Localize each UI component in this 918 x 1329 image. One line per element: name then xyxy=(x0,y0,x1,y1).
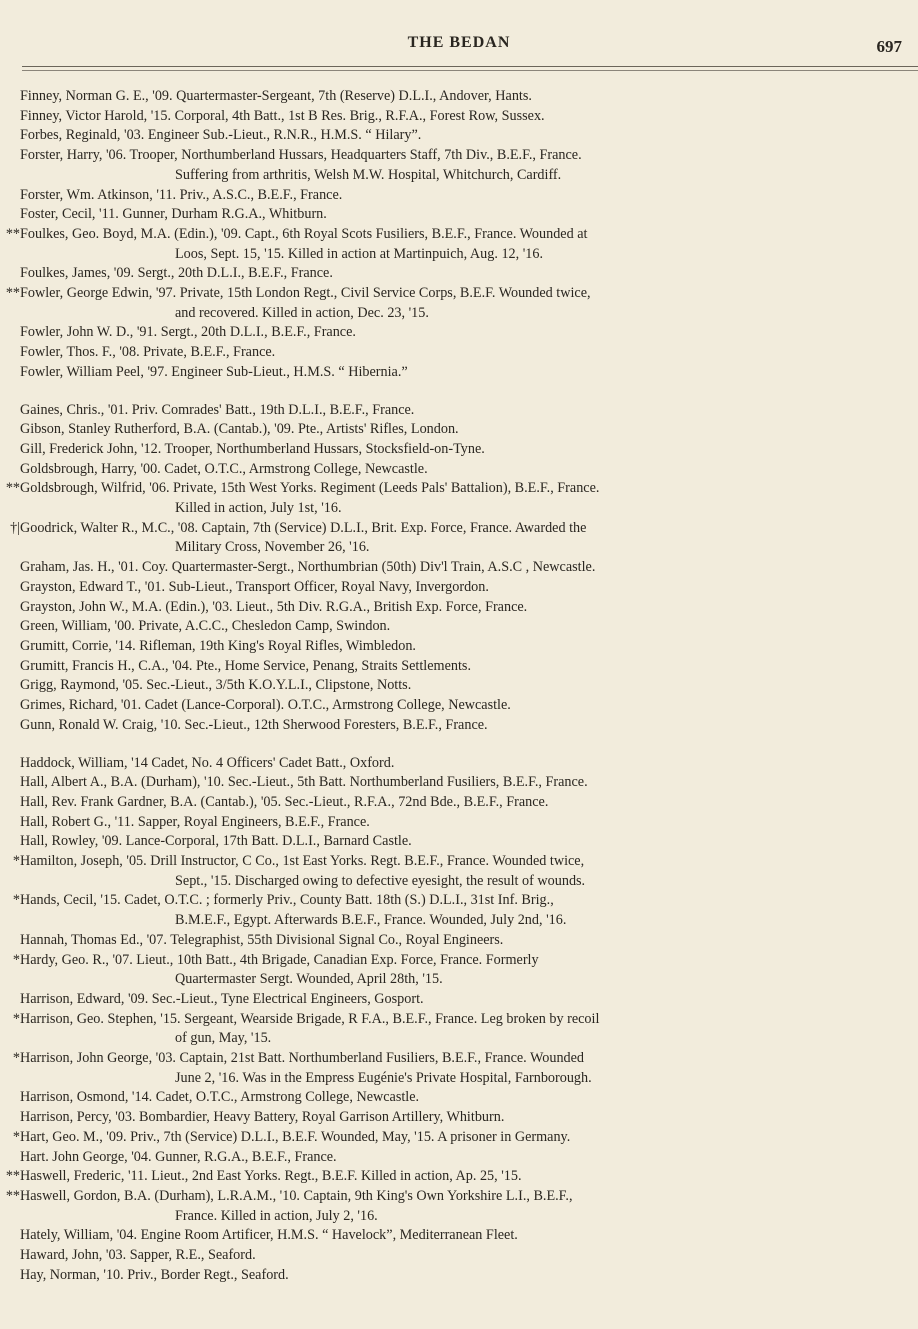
entry-line: Hall, Albert A., B.A. (Durham), '10. Sec.-Lieut., 5th Batt. Northumberland Fusiliers, B.E.F., France. xyxy=(20,774,588,791)
register-entry xyxy=(20,343,914,363)
entry-line: Grigg, Raymond, '05. Sec.-Lieut., 3/5th K.O.Y.L.I., Clipstone, Notts. xyxy=(20,677,412,694)
register-entry xyxy=(20,146,914,185)
entry-line: Forster, Wm. Atkinson, '11. Priv., A.S.C., B.E.F., France. xyxy=(20,186,343,203)
entry-line: Haswell, Frederic, '11. Lieut., 2nd East Yorks. Regt., B.E.F. Killed in action, Ap. 25, '15. xyxy=(20,1168,522,1185)
register-entry xyxy=(20,1246,914,1266)
entry-line: Fowler, John W. D., '91. Sergt., 20th D.L.I., B.E.F., France. xyxy=(20,324,356,341)
register-entry xyxy=(12,1128,914,1148)
entry-line: Goodrick, Walter R., M.C., '08. Captain, 7th (Service) D.L.I., Brit. Exp. Force, France. Awarded the xyxy=(20,519,587,536)
entry-marker: ** xyxy=(5,1168,20,1185)
entry-line: Hamilton, Joseph, '05. Drill Instructor, C Co., 1st East Yorks. Regt. B.E.F., France. Wounded twice, xyxy=(20,853,585,870)
entry-line: Goldsbrough, Wilfrid, '06. Private, 15th West Yorks. Regiment (Leeds Pals' Battalion), B.E.F., France. xyxy=(20,480,600,497)
entry-line: Hall, Rowley, '09. Lance-Corporal, 17th Batt. D.L.I., Barnard Castle. xyxy=(20,833,412,850)
entry-line: Grayston, John W., M.A. (Edin.), '03. Lieut., 5th Div. R.G.A., British Exp. Force, France. xyxy=(20,598,528,615)
register-entry xyxy=(20,813,914,833)
register-entry xyxy=(20,617,914,637)
entry-line: Harrison, Geo. Stephen, '15. Sergeant, Wearside Brigade, R F.A., B.E.F., France. Leg broken by recoil xyxy=(20,1010,600,1027)
register-entry xyxy=(20,657,914,677)
register-entries xyxy=(5,87,914,1303)
register-entry xyxy=(20,363,914,383)
register-entry xyxy=(5,225,914,264)
register-entry xyxy=(10,519,914,558)
register-entry xyxy=(20,1088,914,1108)
entry-line: Hart. John George, '04. Gunner, R.G.A., B.E.F., France. xyxy=(20,1148,337,1165)
register-entry xyxy=(20,773,914,793)
entry-line: Forster, Harry, '06. Trooper, Northumberland Hussars, Headquarters Staff, 7th Div., B.E.F., France. xyxy=(20,147,582,164)
register-entry xyxy=(5,1187,914,1226)
register-entry xyxy=(20,990,914,1010)
entry-line: Harrison, Edward, '09. Sec.-Lieut., Tyne Electrical Engineers, Gosport. xyxy=(20,990,424,1007)
entry-line: Foulkes, Geo. Boyd, M.A. (Edin.), '09. Capt., 6th Royal Scots Fusiliers, B.E.F., France. Wounded at xyxy=(20,225,588,242)
register-entry xyxy=(5,479,914,518)
entry-continuation-line: Quartermaster Sergt. Wounded, April 28th, '15. xyxy=(175,971,443,988)
entry-marker: * xyxy=(12,892,20,909)
register-entry xyxy=(20,107,914,127)
running-title: THE BEDAN xyxy=(407,34,511,51)
entry-line: Grumitt, Corrie, '14. Rifleman, 19th King's Royal Rifles, Wimbledon. xyxy=(20,637,416,654)
entry-line: Hardy, Geo. R., '07. Lieut., 10th Batt., 4th Brigade, Canadian Exp. Force, France. Formerly xyxy=(20,951,539,968)
entry-line: Finney, Norman G. E., '09. Quartermaster-Sergeant, 7th (Reserve) D.L.I., Andover, Hants. xyxy=(20,88,532,104)
entry-line: Haward, John, '03. Sapper, R.E., Seaford. xyxy=(20,1247,256,1264)
entry-line: Gaines, Chris., '01. Priv. Comrades' Batt., 19th D.L.I., B.E.F., France. xyxy=(20,401,415,418)
entry-marker: ** xyxy=(5,225,20,242)
register-entry xyxy=(20,205,914,225)
entry-line: Goldsbrough, Harry, '00. Cadet, O.T.C., Armstrong College, Newcastle. xyxy=(20,460,428,477)
register-entry xyxy=(20,832,914,852)
register-entry xyxy=(5,1167,914,1187)
register-entry xyxy=(12,1010,914,1049)
entry-continuation-line: Killed in action, July 1st, '16. xyxy=(175,500,342,517)
entry-marker: ** xyxy=(5,285,20,302)
entry-continuation-line: Sept., '15. Discharged owing to defective eyesight, the result of wounds. xyxy=(175,872,586,889)
entry-line: Haddock, William, '14 Cadet, No. 4 Officers' Cadet Batt., Oxford. xyxy=(20,754,395,771)
register-entry xyxy=(20,558,914,578)
entry-marker: †| xyxy=(10,519,20,536)
entry-line: Graham, Jas. H., '01. Coy. Quartermaster-Sergt., Northumbrian (50th) Div'l Train, A.S.C , Newcastle. xyxy=(20,559,596,576)
register-entry xyxy=(20,598,914,618)
entry-line: Harrison, John George, '03. Captain, 21st Batt. Northumberland Fusiliers, B.E.F., France. Wounded xyxy=(20,1050,585,1067)
register-entry xyxy=(12,951,914,990)
page-number: 697 xyxy=(876,37,902,56)
entry-line: Green, William, '00. Private, A.C.C., Chesledon Camp, Swindon. xyxy=(20,618,391,635)
register-entry xyxy=(20,401,914,421)
entry-line: Haswell, Gordon, B.A. (Durham), L.R.A.M., '10. Captain, 9th King's Own Yorkshire L.I., B.E.F., xyxy=(20,1187,573,1204)
entry-marker: * xyxy=(12,1128,20,1145)
entry-line: Foulkes, James, '09. Sergt., 20th D.L.I., B.E.F., France. xyxy=(20,265,333,282)
register-entry xyxy=(20,1266,914,1286)
register-entry xyxy=(20,754,914,774)
entry-line: Hall, Robert G., '11. Sapper, Royal Engineers, B.E.F., France. xyxy=(20,813,370,830)
entry-line: Finney, Victor Harold, '15. Corporal, 4th Batt., 1st B Res. Brig., R.F.A., Forest Row, Sussex. xyxy=(20,107,545,124)
entry-line: Grayston, Edward T., '01. Sub-Lieut., Transport Officer, Royal Navy, Invergordon. xyxy=(20,578,489,595)
entry-line: Gibson, Stanley Rutherford, B.A. (Cantab.), '09. Pte., Artists' Rifles, London. xyxy=(20,421,459,438)
entry-group xyxy=(5,754,914,1286)
entry-line: Fowler, William Peel, '97. Engineer Sub-Lieut., H.M.S. “ Hibernia.” xyxy=(20,363,408,380)
entry-group xyxy=(5,87,914,383)
entry-line: Gill, Frederick John, '12. Trooper, Northumberland Hussars, Stocksfield-on-Tyne. xyxy=(20,440,485,457)
register-entry xyxy=(12,891,914,930)
entry-marker: * xyxy=(12,1010,20,1027)
entry-marker: ** xyxy=(5,1187,20,1204)
entry-continuation-line: B.M.E.F., Egypt. Afterwards B.E.F., France. Wounded, July 2nd, '16. xyxy=(175,912,567,929)
entry-line: Harrison, Osmond, '14. Cadet, O.T.C., Armstrong College, Newcastle. xyxy=(20,1089,420,1106)
entry-marker: ** xyxy=(5,480,20,497)
entry-continuation-line: of gun, May, '15. xyxy=(175,1030,272,1047)
entry-continuation-line: June 2, '16. Was in the Empress Eugénie's Private Hospital, Farnborough. xyxy=(175,1069,592,1086)
header-rule xyxy=(22,66,918,67)
register-entry xyxy=(12,852,914,891)
register-entry xyxy=(20,1108,914,1128)
entry-line: Forbes, Reginald, '03. Engineer Sub.-Lieut., R.N.R., H.M.S. “ Hilary”. xyxy=(20,127,422,144)
entry-group xyxy=(5,401,914,736)
entry-line: Grumitt, Francis H., C.A., '04. Pte., Home Service, Penang, Straits Settlements. xyxy=(20,657,471,674)
entry-continuation-line: Suffering from arthritis, Welsh M.W. Hospital, Whitchurch, Cardiff. xyxy=(175,166,562,183)
register-entry xyxy=(5,284,914,323)
register-entry xyxy=(20,264,914,284)
page-header xyxy=(0,34,918,58)
register-entry xyxy=(20,1148,914,1168)
register-entry xyxy=(20,716,914,736)
register-entry xyxy=(20,186,914,206)
entry-continuation-line: France. Killed in action, July 2, '16. xyxy=(175,1207,378,1224)
register-entry xyxy=(20,931,914,951)
entry-line: Gunn, Ronald W. Craig, '10. Sec.-Lieut., 12th Sherwood Foresters, B.E.F., France. xyxy=(20,716,488,733)
entry-line: Hart, Geo. M., '09. Priv., 7th (Service) D.L.I., B.E.F. Wounded, May, '15. A prisoner in Germany. xyxy=(20,1128,571,1145)
entry-marker: * xyxy=(12,951,20,968)
register-entry xyxy=(20,1226,914,1246)
register-entry xyxy=(20,323,914,343)
register-entry xyxy=(20,637,914,657)
entry-line: Fowler, George Edwin, '97. Private, 15th London Regt., Civil Service Corps, B.E.F. Wounded twice, xyxy=(20,285,591,302)
entry-line: Fowler, Thos. F., '08. Private, B.E.F., France. xyxy=(20,344,276,361)
entry-line: Hall, Rev. Frank Gardner, B.A. (Cantab.), '05. Sec.-Lieut., R.F.A., 72nd Bde., B.E.F., France. xyxy=(20,793,549,810)
register-entry xyxy=(20,420,914,440)
entry-line: Grimes, Richard, '01. Cadet (Lance-Corporal). O.T.C., Armstrong College, Newcastle. xyxy=(20,697,511,714)
entry-line: Harrison, Percy, '03. Bombardier, Heavy Battery, Royal Garrison Artillery, Whitburn. xyxy=(20,1109,505,1126)
entry-marker: * xyxy=(12,853,20,870)
register-entry xyxy=(20,578,914,598)
register-entry xyxy=(20,460,914,480)
register-entry xyxy=(20,793,914,813)
entry-continuation-line: and recovered. Killed in action, Dec. 23, '15. xyxy=(175,304,429,321)
entry-line: Hands, Cecil, '15. Cadet, O.T.C. ; formerly Priv., County Batt. 18th (S.) D.L.I., 31st Inf. Brig., xyxy=(20,892,554,909)
register-entry xyxy=(20,696,914,716)
entry-continuation-line: Military Cross, November 26, '16. xyxy=(175,539,370,556)
register-entry xyxy=(20,87,914,107)
entry-line: Hannah, Thomas Ed., '07. Telegraphist, 55th Divisional Signal Co., Royal Engineers. xyxy=(20,931,504,948)
entry-line: Foster, Cecil, '11. Gunner, Durham R.G.A., Whitburn. xyxy=(20,206,327,223)
header-rule-secondary xyxy=(22,70,918,71)
register-entry xyxy=(12,1049,914,1088)
entry-continuation-line: Loos, Sept. 15, '15. Killed in action at Martinpuich, Aug. 12, '16. xyxy=(175,245,544,262)
entry-line: Hay, Norman, '10. Priv., Border Regt., Seaford. xyxy=(20,1266,289,1283)
register-entry xyxy=(20,676,914,696)
entry-marker: * xyxy=(12,1050,20,1067)
register-entry xyxy=(20,440,914,460)
entry-line: Hately, William, '04. Engine Room Artificer, H.M.S. “ Havelock”, Mediterranean Fleet. xyxy=(20,1227,518,1244)
register-entry xyxy=(20,126,914,146)
